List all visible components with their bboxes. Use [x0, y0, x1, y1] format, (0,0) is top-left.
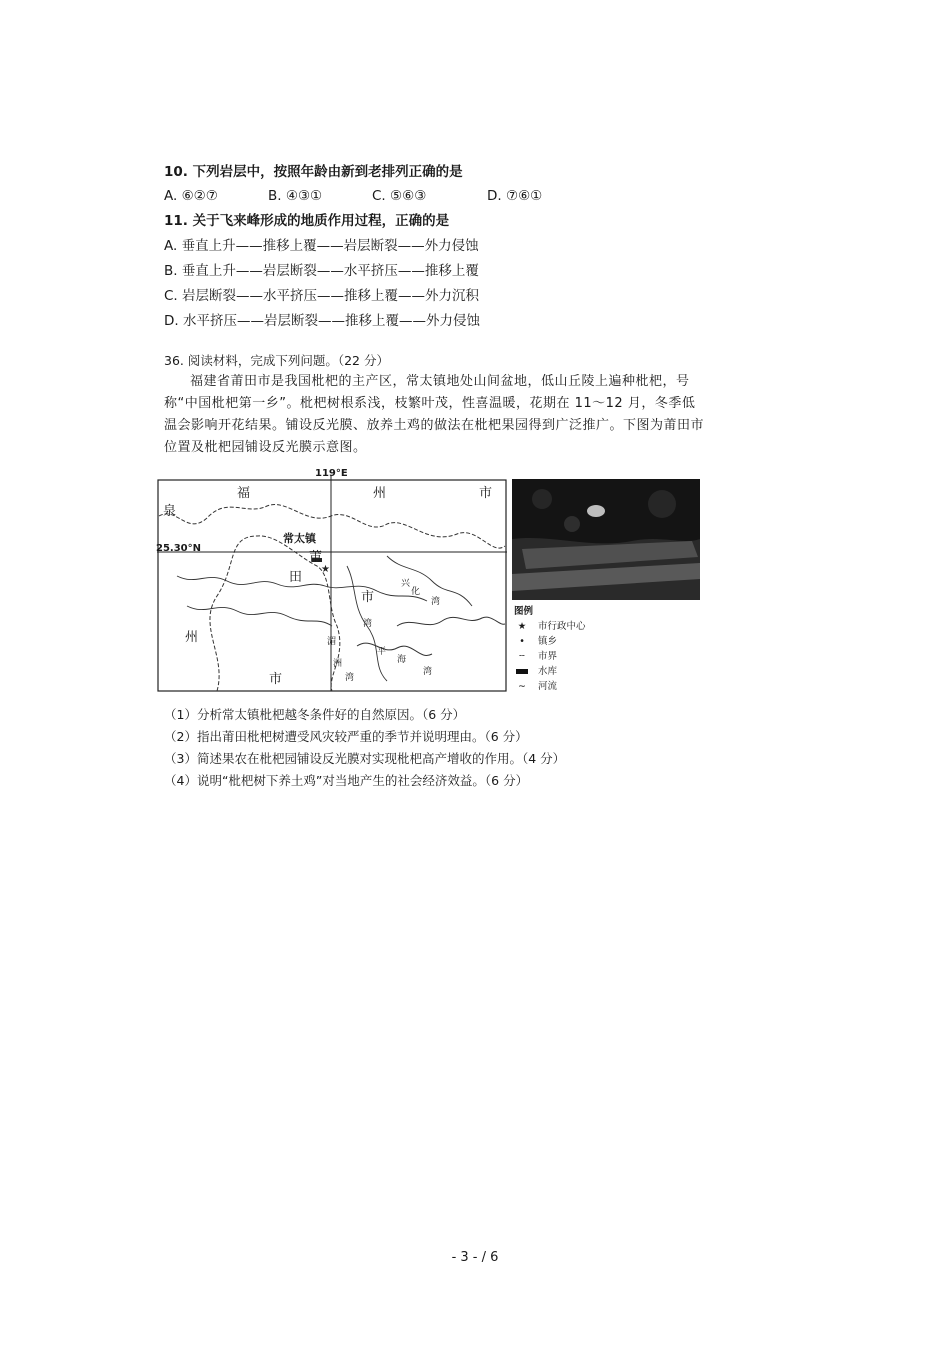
map-label-hai: 海 [397, 655, 407, 665]
map-label-tian: 田 [289, 570, 303, 585]
map-label-shi-mid: 市 [361, 590, 375, 605]
map-label-pu: 莆 [309, 550, 323, 565]
map-label-shi-bottom: 市 [269, 672, 283, 687]
legend-label: 市界 [538, 651, 558, 662]
q36-stem: 36. 阅读材料，完成下列问题。（22 分） [164, 353, 389, 368]
map-label-wan1: 湾 [431, 597, 441, 607]
map-label-mei: 湄 [327, 637, 337, 647]
dash-line-icon: ╌ [519, 651, 525, 662]
reflective-film-photo [512, 479, 700, 600]
page-number: - 3 - / 6 [451, 1250, 499, 1265]
putian-location-map [156, 468, 507, 693]
latitude-label: 25.30°N [156, 543, 201, 554]
star-icon: ★ [517, 621, 527, 632]
legend-item-city-center [514, 619, 586, 634]
map-drawing [157, 476, 507, 693]
legend-label: 水库 [538, 666, 558, 677]
reservoir-icon [514, 664, 530, 679]
q10-option-a: A. ⑥②⑦ [164, 188, 218, 204]
longitude-label: 119°E [315, 468, 348, 479]
legend-title: 图例 [514, 606, 534, 617]
q36-material: 福建省莆田市是我国枇杷的主产区，常太镇地处山间盆地，低山丘陵上遍种枇杷，号称“中国枇杷第一乡”。枇杷树根系浅，枝繁叶茂，性喜温暖，花期在 11～12 月，冬季低温会影响开花结果。铺设反光膜、放养土鸡的做法在枇杷果园得到广泛推广。下图为莆田市位置及枇杷园铺设反光膜示意图。 [164, 374, 705, 455]
q10-stem: 10. 下列岩层中，按照年龄由新到老排列正确的是 [164, 164, 463, 180]
q11-option-c: C. 岩层断裂——水平挤压——推移上覆——外力沉积 [164, 288, 480, 304]
legend-label: 镇乡 [538, 636, 558, 647]
map-label-changtai: 常太镇 [283, 532, 316, 545]
q11-stem: 11. 关于飞来峰形成的地质作用过程，正确的是 [164, 213, 450, 229]
map-label-zhou-mei: 洲 [333, 659, 343, 669]
dot-icon: • [519, 636, 525, 647]
map-label-shi-top: 市 [479, 486, 493, 501]
q36-sub-3: （3）简述果农在枇杷园铺设反光膜对实现枇杷高产增收的作用。（4 分） [164, 751, 566, 766]
river-icon: ∼ [518, 681, 526, 692]
map-label-wan2: 湾 [423, 667, 433, 677]
q10-option-b: B. ④③① [268, 188, 323, 204]
map-label-zhou-left: 州 [185, 630, 199, 645]
legend-label: 市行政中心 [538, 621, 586, 632]
q10-option-c: C. ⑤⑥③ [372, 188, 427, 204]
map-label-xing: 兴 [401, 579, 411, 589]
legend-item-river [514, 679, 586, 694]
q11-option-b: B. 垂直上升——岩层断裂——水平挤压——推移上覆 [164, 263, 479, 279]
map-label-wan3: 湾 [345, 673, 355, 683]
legend-label: 河流 [538, 681, 558, 692]
q36-sub-4: （4）说明“枇杷树下养土鸡”对当地产生的社会经济效益。（6 分） [164, 773, 529, 788]
map-label-quan: 泉 [163, 504, 177, 519]
map-label-fu: 福 [237, 486, 251, 501]
q11-option-a: A. 垂直上升——推移上覆——岩层断裂——外力侵蚀 [164, 238, 479, 254]
q36-sub-2: （2）指出莆田枇杷树遭受风灾较严重的季节并说明理由。（6 分） [164, 729, 528, 744]
map-legend [514, 604, 586, 694]
legend-item-town [514, 634, 586, 649]
legend-item-reservoir [514, 664, 586, 679]
svg-text:★: ★ [321, 564, 330, 575]
map-label-hua: 化 [411, 587, 421, 597]
q11-option-d: D. 水平挤压——岩层断裂——推移上覆——外力侵蚀 [164, 313, 480, 329]
map-label-ping: 平 [377, 647, 387, 657]
map-label-wan4: 湾 [363, 619, 373, 629]
legend-item-boundary [514, 649, 586, 664]
photo-drawing [512, 479, 700, 600]
q36-sub-1: （1）分析常太镇枇杷越冬条件好的自然原因。（6 分） [164, 707, 466, 722]
q10-option-d: D. ⑦⑥① [487, 188, 543, 204]
map-label-zhou-top: 州 [373, 486, 387, 501]
